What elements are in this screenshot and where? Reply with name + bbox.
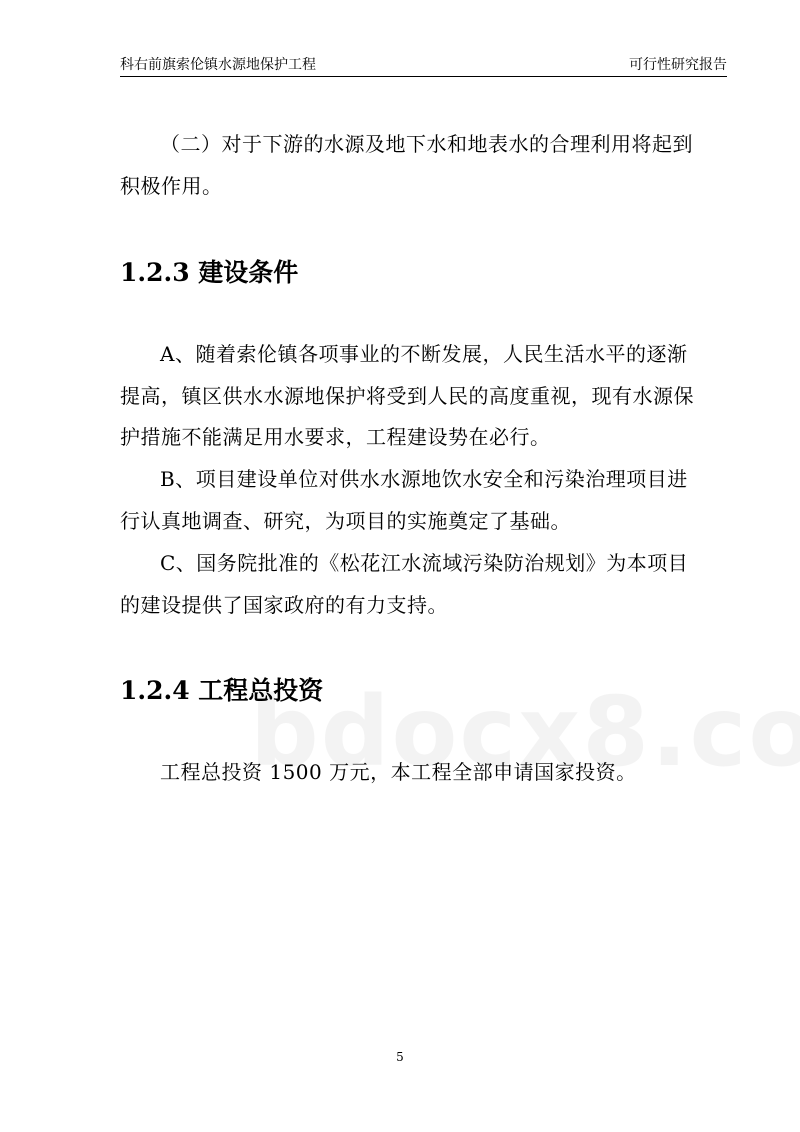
paragraph-c-line-2: 的建设提供了国家政府的有力支持。 (120, 593, 448, 617)
watermark (250, 676, 800, 788)
paragraph-2-line-1: （二）对于下游的水源及地下水和地表水的合理利用将起到 (160, 132, 693, 156)
paragraph-b-line-1: B、项目建设单位对供水水源地饮水安全和污染治理项目进 (160, 467, 688, 491)
section-heading-1-2-4: 1.2.4 工程总投资 (120, 676, 324, 705)
header-report-type: 可行性研究报告 (629, 57, 727, 73)
paragraph-b-line-2: 行认真地调查、研究，为项目的实施奠定了基础。 (120, 509, 571, 533)
paragraph-a-line-1: A、随着索伦镇各项事业的不断发展，人民生活水平的逐渐 (160, 342, 688, 366)
paragraph-investment: 工程总投资 1500 万元，本工程全部申请国家投资。 (160, 760, 637, 784)
paragraph-2-line-2: 积极作用。 (120, 174, 223, 198)
paragraph-a-line-3: 护措施不能满足用水要求，工程建设势在必行。 (120, 425, 551, 449)
page-header (120, 52, 727, 77)
section-heading-1-2-3: 1.2.3 建设条件 (120, 258, 299, 287)
paragraph-a-line-2: 提高，镇区供水水源地保护将受到人民的高度重视，现有水源保 (120, 384, 694, 408)
page-number: 5 (396, 1050, 404, 1064)
paragraph-c-line-1: C、国务院批准的《松花江水流域污染防治规划》为本项目 (160, 551, 689, 575)
header-project-title: 科右前旗索伦镇水源地保护工程 (120, 57, 316, 73)
